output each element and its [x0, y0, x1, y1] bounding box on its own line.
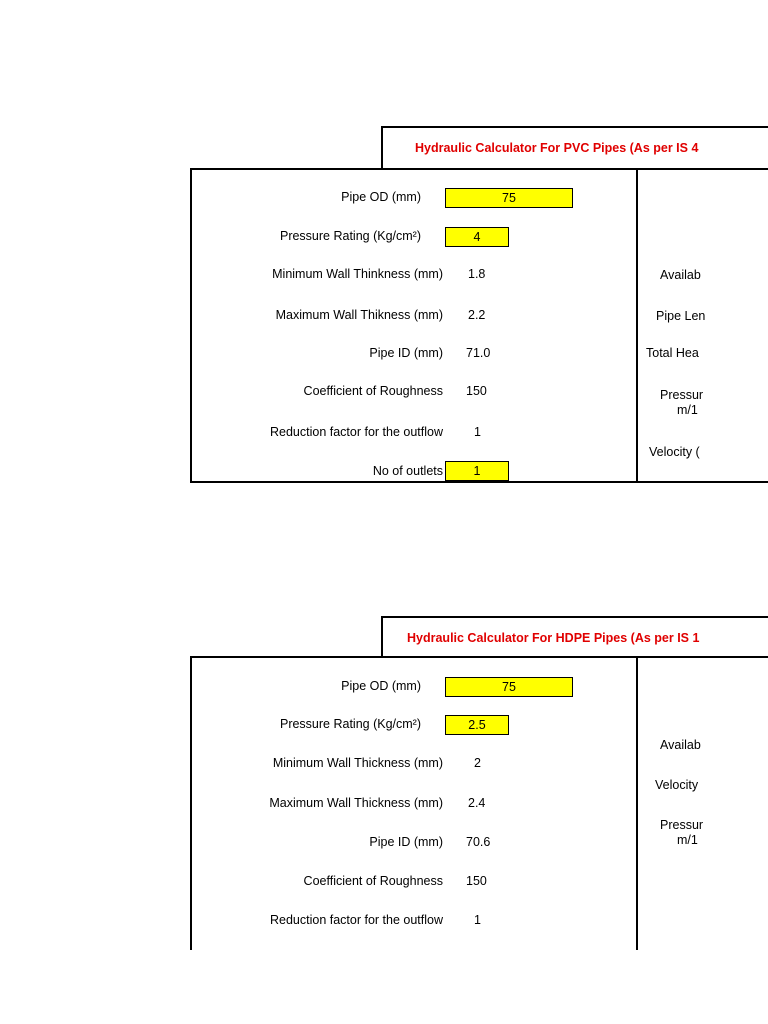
hdpe-roughness-value: 150 [466, 874, 487, 888]
hdpe-min-wall-label: Minimum Wall Thickness (mm) [272, 756, 443, 770]
hdpe-pipe-id-label: Pipe ID (mm) [369, 835, 443, 849]
hdpe-pressure-rating-label: Pressure Rating (Kg/cm²) [279, 717, 421, 731]
pvc-roughness-label: Coefficient of Roughness [303, 384, 443, 398]
pvc-pipe-od-input[interactable]: 75 [445, 188, 573, 208]
pvc-divider [636, 168, 638, 483]
hdpe-max-wall-label: Maximum Wall Thickness (mm) [269, 796, 443, 810]
pvc-pressure-label: Pressur [660, 388, 704, 402]
pvc-total-head-label: Total Hea [646, 346, 699, 360]
hdpe-min-wall-value: 2 [474, 756, 481, 770]
pvc-pressure-rating-label: Pressure Rating (Kg/cm²) [279, 229, 421, 243]
pvc-available-label: Availab [660, 268, 701, 282]
pvc-outlets-label: No of outlets [372, 464, 443, 478]
pvc-reduction-factor-label: Reduction factor for the outflow [269, 425, 443, 439]
hdpe-pressure-unit-label: m/1 [677, 833, 698, 847]
pvc-pressure-unit-label: m/1 [677, 403, 698, 417]
pvc-outlets-input[interactable]: 1 [445, 461, 509, 481]
pvc-min-wall-value: 1.8 [468, 267, 486, 281]
hdpe-pipe-od-label: Pipe OD (mm) [341, 679, 421, 693]
hdpe-pressure-label: Pressur [660, 818, 704, 832]
hdpe-divider [636, 656, 638, 950]
pvc-pipe-id-value: 71.0 [466, 346, 491, 360]
pvc-roughness-value: 150 [466, 384, 487, 398]
hdpe-reduction-factor-label: Reduction factor for the outflow [269, 913, 443, 927]
hdpe-reduction-factor-value: 1 [474, 913, 481, 927]
pvc-velocity-label: Velocity ( [649, 445, 700, 459]
pvc-title: Hydraulic Calculator For PVC Pipes (As per IS 4 [381, 126, 768, 169]
pvc-pressure-rating-input[interactable]: 4 [445, 227, 509, 247]
hdpe-roughness-label: Coefficient of Roughness [303, 874, 443, 888]
hdpe-max-wall-value: 2.4 [468, 796, 486, 810]
hdpe-pipe-od-input[interactable]: 75 [445, 677, 573, 697]
pvc-min-wall-label: Minimum Wall Thinkness (mm) [272, 267, 443, 281]
hdpe-pipe-id-value: 70.6 [466, 835, 491, 849]
hdpe-available-label: Availab [660, 738, 701, 752]
hdpe-velocity-label: Velocity [655, 778, 699, 792]
pvc-pipe-length-label: Pipe Len [656, 309, 706, 323]
pvc-max-wall-label: Maximum Wall Thikness (mm) [275, 308, 443, 322]
pvc-pipe-od-label: Pipe OD (mm) [341, 190, 421, 204]
pvc-reduction-factor-value: 1 [474, 425, 481, 439]
hdpe-pressure-rating-input[interactable]: 2.5 [445, 715, 509, 735]
hdpe-title: Hydraulic Calculator For HDPE Pipes (As per IS 1 [381, 616, 768, 658]
pvc-max-wall-value: 2.2 [468, 308, 486, 322]
pvc-pipe-id-label: Pipe ID (mm) [369, 346, 443, 360]
